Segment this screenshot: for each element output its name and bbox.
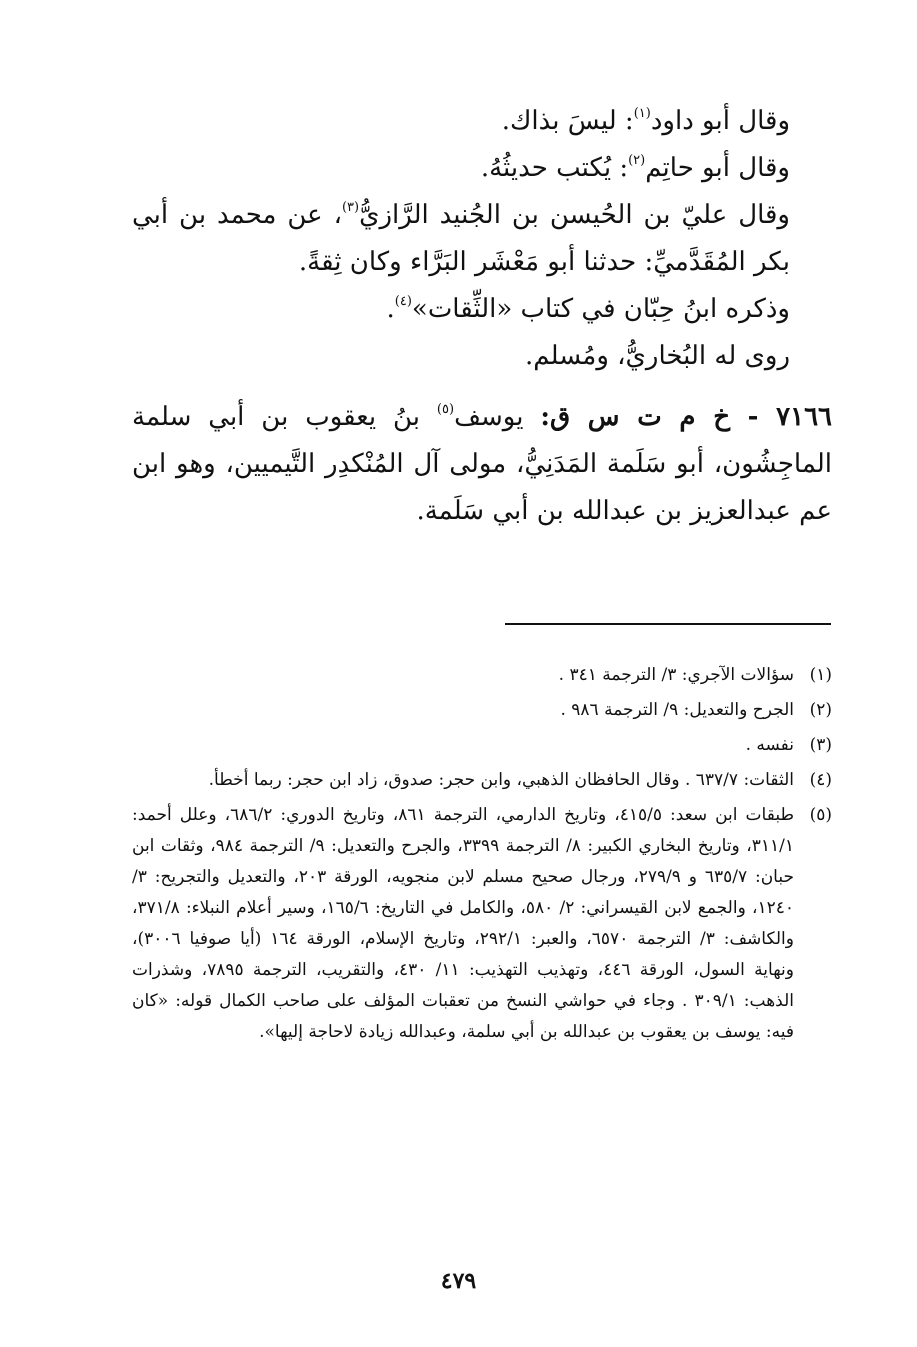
footnote-text: سؤالات الآجري: ٣/ الترجمة ٣٤١ . xyxy=(558,665,794,685)
footnote-ref-2[interactable]: (٢) xyxy=(628,153,646,168)
footnote-ref-1[interactable]: (١) xyxy=(633,106,651,121)
footnote-number: (٥) xyxy=(809,805,832,825)
main-text xyxy=(132,98,832,535)
footnote-number: (٢) xyxy=(809,700,832,720)
footnote-number: (٤) xyxy=(809,770,832,790)
footnote-text: الثقات: ٦٣٧/٧ . وقال الحافظان الذهبي، وابن حجر: صدوق، زاد ابن حجر: ربما أخطأ. xyxy=(208,770,794,790)
footnote-4 xyxy=(132,765,832,796)
footnotes xyxy=(132,660,832,1052)
paragraph-abu-dawud: وقال أبو داود$^{(١)}$: ليسَ بذاك. xyxy=(501,106,790,136)
entry-name: يوسف xyxy=(454,402,524,432)
footnote-ref-3[interactable]: (٣) xyxy=(341,200,360,215)
entry-body: بنُ يعقوب بن أبي سلمة الماجِشُون، أبو سَلَمة المَدَنِيُّ، مولى آل المُنْكدِر التَّيميين، وهو ابن عم عبدالعزيز بن عبدالله بن أبي سَلَمة. xyxy=(132,402,832,526)
entry-number: ٧١٦٦ - خ م ت س ق: xyxy=(540,402,833,432)
paragraph-narrators: روى له البُخاريُّ، ومُسلم. xyxy=(525,341,790,371)
page-number: ٤٧٩ xyxy=(440,1268,477,1294)
footnote-text: طبقات ابن سعد: ٤١٥/٥، وتاريخ الدارمي، الترجمة ٨٦١، وتاريخ الدوري: ٦٨٦/٢، وعلل أحمد: ٣١١/١، وتاريخ البخاري الكبير: ٨/ الترجمة ٣٣٩٩، والجرح والتعديل: ٩/ الترجمة ٩٨٤، وثقات ابن حبان: ٦٣٥/٧ و ٢٧٩/٩، ورجال صحيح مسلم لابن منجويه، الورقة ٢٠٣، والتعديل والتجريح: ٣/ ١٢٤٠، والجمع لابن القيسراني: ٢/ ٥٨٠، والكامل في التاريخ: ١٦٥/٦، وسير أعلام النبلاء: ٣٧١/٨، والكاشف: ٣/ الترجمة ٦٥٧٠، والعبر: ٢٩٢/١، وتاريخ الإسلام، الورقة ١٦٤ (أيا صوفيا ٣٠٠٦)، ونهاية السول، الورقة ٤٤٦، وتهذيب التهذيب: ١١/ ٤٣٠، والتقريب، الترجمة ٧٨٩٥، وشذرات الذهب: ٣٠٩/١ . وجاء في حواشي النسخ من تعقبات المؤلف على صاحب الكمال قوله: «كان فيه: يوسف بن يعقوب بن عبدالله بن أبي سلمة، وعبدالله زيادة لاحاجة إليها». xyxy=(132,805,794,1042)
footnote-number: (١) xyxy=(809,665,832,685)
footnote-2 xyxy=(132,695,832,726)
footnote-ref-4[interactable]: (٤) xyxy=(394,294,412,309)
footnote-divider xyxy=(505,623,831,625)
paragraph-ibn-hibban: وذكره ابنُ حِبّان في كتاب «الثِّقات»$^{(٤)}$. xyxy=(386,294,790,324)
footnote-number: (٣) xyxy=(809,735,832,755)
paragraph-ali-al-razi: وقال عليّ بن الحُيسن بن الجُنيد الرَّازيُّ$^{(٣)}$، عن محمد بن أبي بكر المُقَدَّميِّ: حدثنا أبو مَعْشَر البَرَّاء وكان ثِقةً. xyxy=(132,200,790,277)
entry-7166 xyxy=(132,394,832,535)
footnote-5 xyxy=(132,800,832,1048)
footnote-ref-5[interactable]: (٥) xyxy=(436,402,455,417)
footnote-3 xyxy=(132,730,832,761)
footnote-text: نفسه . xyxy=(745,735,794,755)
footnote-text: الجرح والتعديل: ٩/ الترجمة ٩٨٦ . xyxy=(560,700,794,720)
paragraph-abu-hatim: وقال أبو حاتِم$^{(٢)}$: يُكتب حديثُهُ. xyxy=(480,153,790,183)
footnote-1 xyxy=(132,660,832,691)
